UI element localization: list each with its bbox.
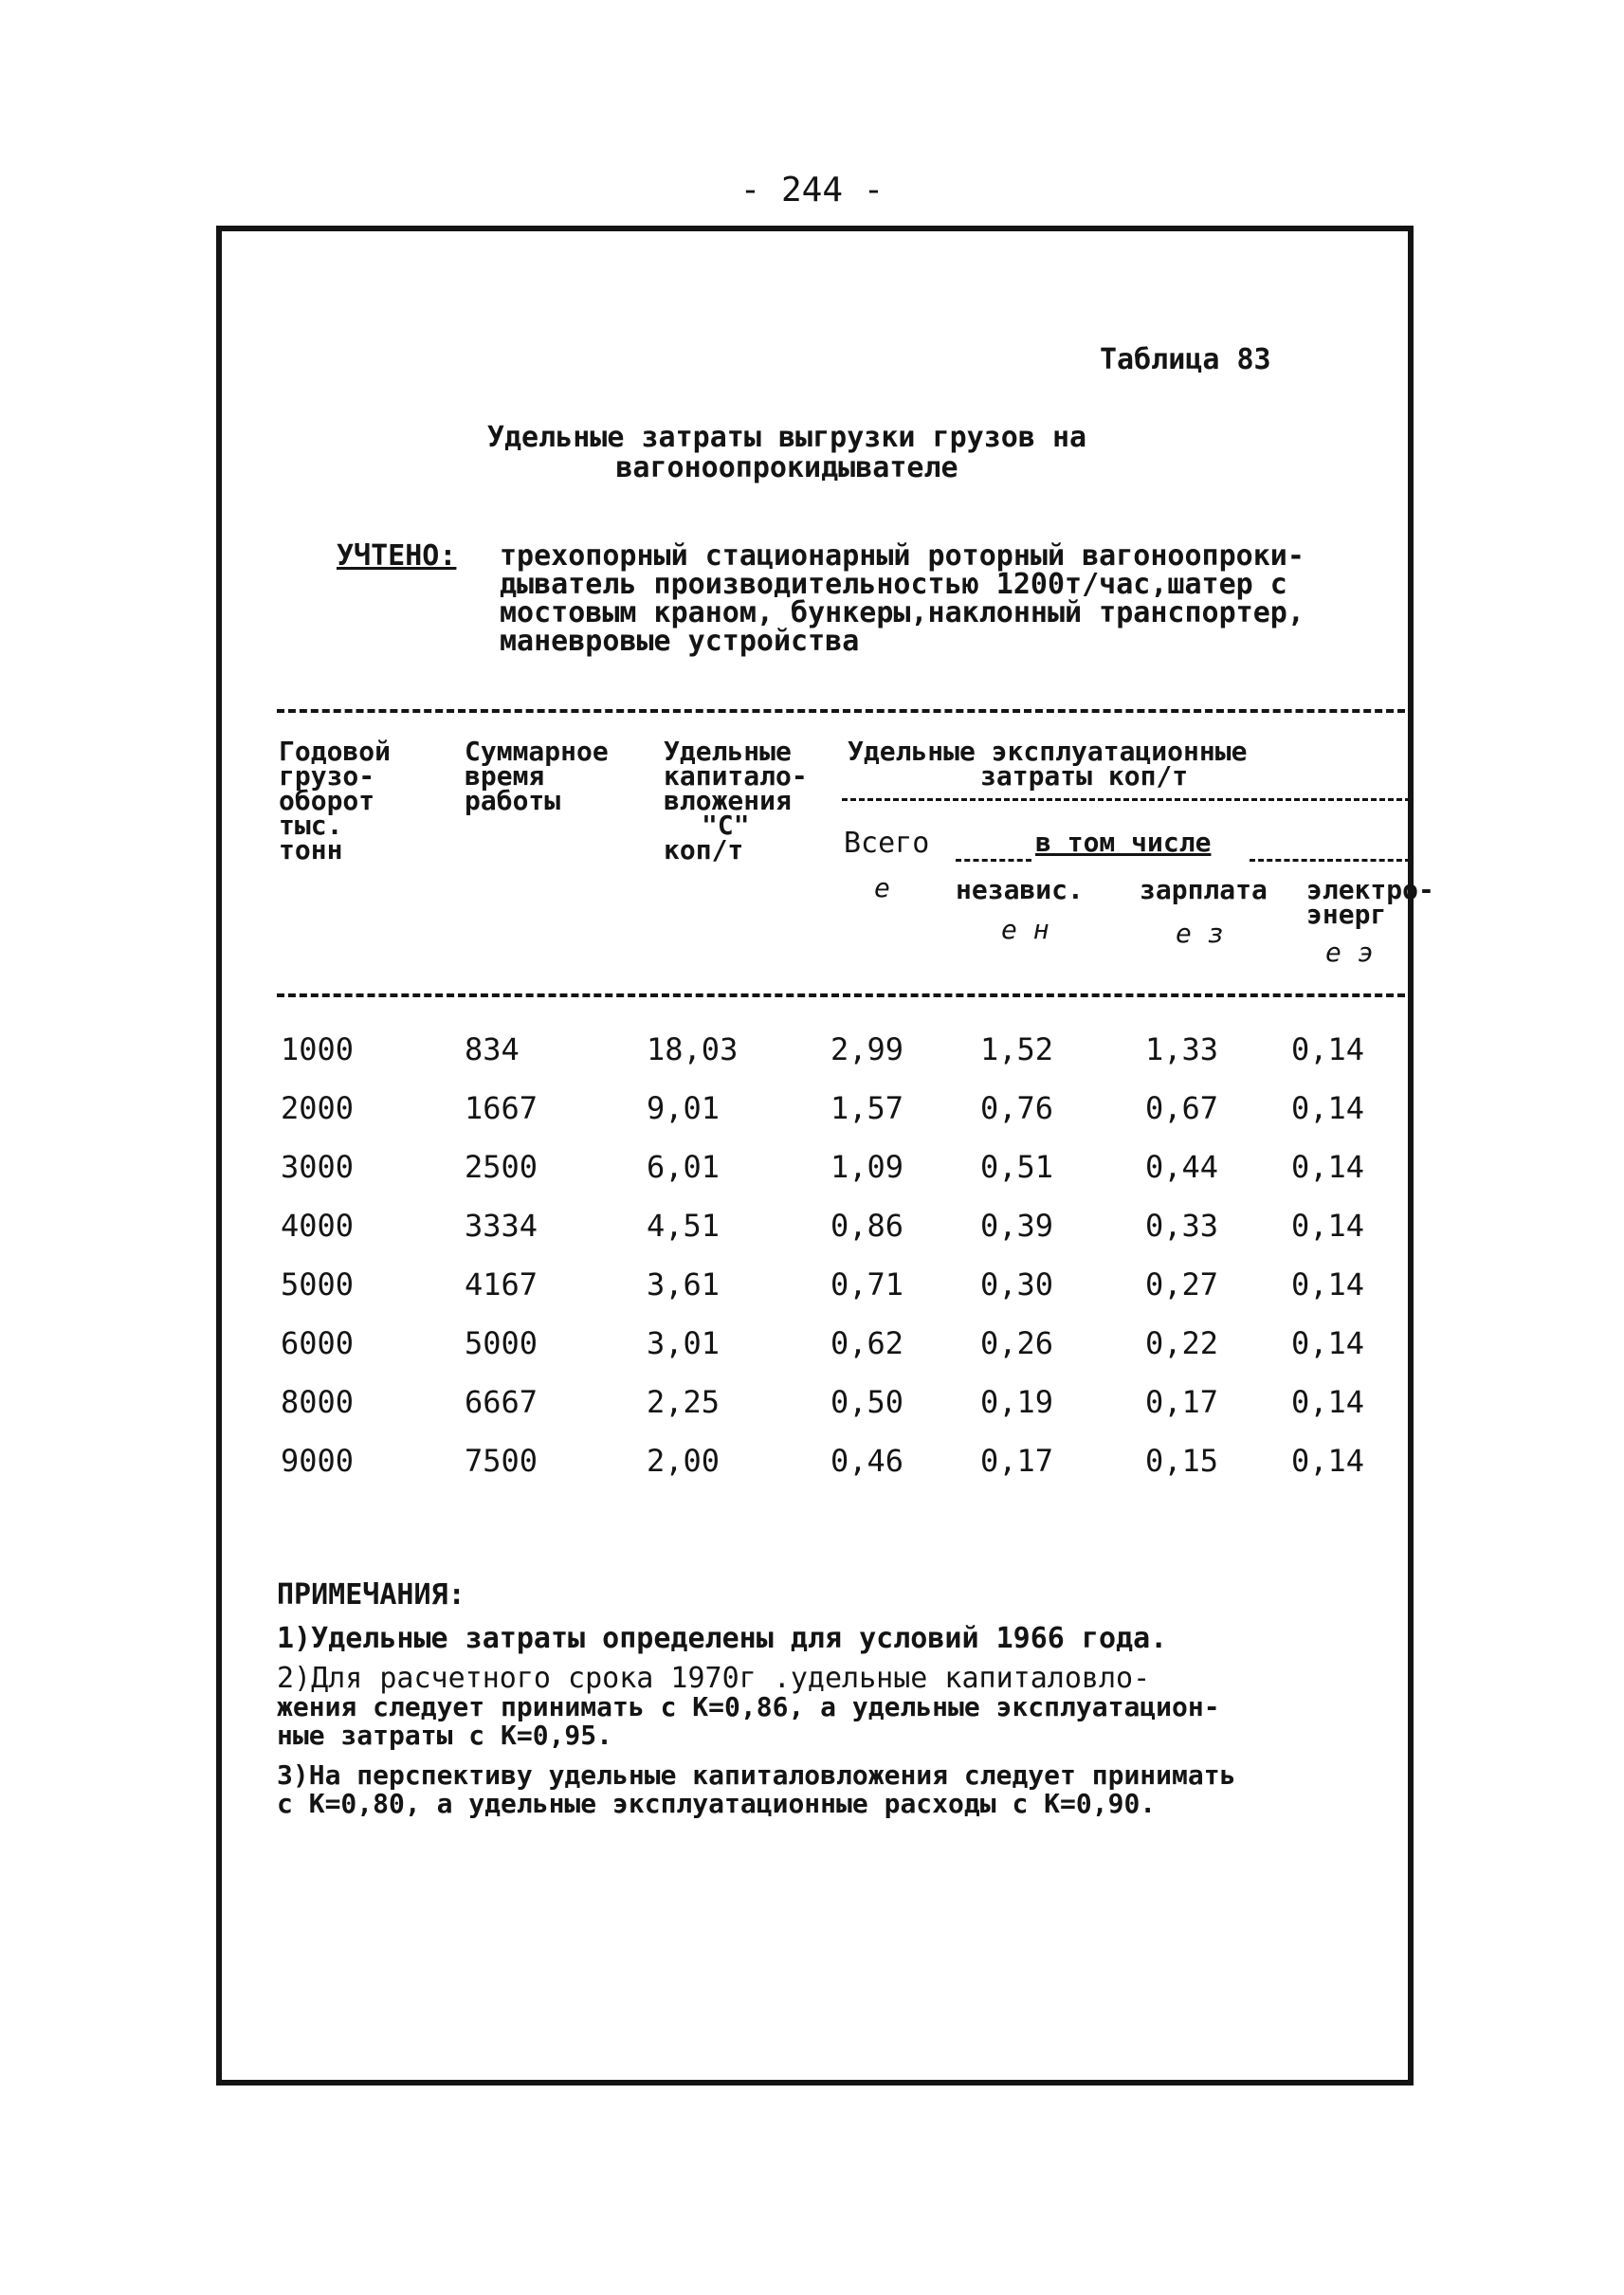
header-capital-investment: Удельные капитало- вложения "C" коп/т — [664, 736, 808, 865]
cell-turnover: 6000 — [281, 1325, 355, 1361]
cell-turnover: 2000 — [281, 1090, 355, 1126]
including-right-rule — [1250, 859, 1411, 862]
included-line: трехопорный стационарный роторный вагоноопроки- — [500, 539, 1305, 573]
cell-independent: 0,76 — [980, 1090, 1054, 1126]
cell-turnover: 8000 — [281, 1384, 355, 1420]
cell-turnover: 9000 — [281, 1443, 355, 1479]
cell-time: 834 — [465, 1031, 520, 1067]
cell-independent: 0,39 — [980, 1208, 1054, 1244]
note-line: 3)На перспективу удельные капиталовложения следует принимать — [277, 1759, 1236, 1791]
cell-capital: 2,00 — [647, 1443, 721, 1479]
cell-time: 3334 — [465, 1208, 538, 1244]
title-line: вагоноопрокидывателе — [615, 451, 958, 484]
note-item — [277, 1622, 1414, 1655]
cell-energy: 0,14 — [1291, 1208, 1365, 1244]
header-annual-turnover: Годовой грузо- оборот тыс. тонн — [279, 736, 392, 865]
including-left-rule — [956, 859, 1031, 862]
cell-wage: 0,44 — [1145, 1149, 1219, 1185]
cell-energy: 0,14 — [1291, 1149, 1365, 1185]
cell-wage: 0,67 — [1145, 1090, 1219, 1126]
cell-energy: 0,14 — [1291, 1443, 1365, 1479]
included-label: УЧТЕНО: — [337, 539, 457, 573]
header-total-symbol: е — [874, 872, 890, 903]
cell-capital: 3,61 — [647, 1266, 721, 1302]
cell-turnover: 3000 — [281, 1149, 355, 1185]
cell-turnover: 5000 — [281, 1266, 355, 1302]
header-independent: независ. — [956, 874, 1084, 905]
note-line: жения следует принимать с К=0,86, а удельные эксплуатацион- — [277, 1691, 1220, 1722]
table-title — [398, 423, 1176, 483]
cell-wage: 0,33 — [1145, 1208, 1219, 1244]
group-under-rule — [842, 798, 1411, 801]
cell-total: 0,62 — [830, 1325, 904, 1361]
cell-total: 1,57 — [830, 1090, 904, 1126]
cell-capital: 4,51 — [647, 1208, 721, 1244]
note-item — [277, 1761, 1414, 1818]
cell-independent: 0,17 — [980, 1443, 1054, 1479]
cell-energy: 0,14 — [1291, 1384, 1365, 1420]
cell-capital: 18,03 — [647, 1031, 739, 1067]
cell-wage: 0,17 — [1145, 1384, 1219, 1420]
cell-wage: 0,27 — [1145, 1266, 1219, 1302]
cell-wage: 0,15 — [1145, 1443, 1219, 1479]
page-number: - 244 - — [739, 171, 885, 209]
included-line: мостовым краном, бункеры,наклонный транспортер, — [500, 596, 1305, 629]
notes-section — [277, 1578, 1414, 1830]
cell-time: 2500 — [465, 1149, 538, 1185]
notes-title: ПРИМЕЧАНИЯ: — [277, 1578, 465, 1612]
header-operating-costs: Удельные эксплуатационные затраты коп/т — [848, 736, 1248, 792]
cell-turnover: 1000 — [281, 1031, 355, 1067]
cell-total: 1,09 — [830, 1149, 904, 1185]
table-label: Таблица 83 — [1100, 343, 1271, 376]
cell-independent: 0,19 — [980, 1384, 1054, 1420]
cell-independent: 0,26 — [980, 1325, 1054, 1361]
note-item — [277, 1662, 1414, 1751]
cell-energy: 0,14 — [1291, 1031, 1365, 1067]
cell-wage: 0,22 — [1145, 1325, 1219, 1361]
header-total-time: Суммарное время работы — [465, 736, 609, 816]
cell-energy: 0,14 — [1291, 1090, 1365, 1126]
cell-total: 0,71 — [830, 1266, 904, 1302]
note-line: 2)Для расчетного срока 1970г .удельные капиталовло- — [277, 1662, 1151, 1695]
header-total: Всего — [844, 827, 930, 860]
cell-time: 1667 — [465, 1090, 538, 1126]
header-wage: зарплата — [1140, 874, 1268, 905]
cell-total: 0,86 — [830, 1208, 904, 1244]
note-line: ные затраты с К=0,95. — [277, 1720, 613, 1751]
header-energy: электро- энерг — [1306, 874, 1434, 930]
cell-capital: 6,01 — [647, 1149, 721, 1185]
cell-time: 6667 — [465, 1384, 538, 1420]
cell-total: 2,99 — [830, 1031, 904, 1067]
cell-time: 7500 — [465, 1443, 538, 1479]
cell-total: 0,50 — [830, 1384, 904, 1420]
cell-capital: 2,25 — [647, 1384, 721, 1420]
cell-independent: 1,52 — [980, 1031, 1054, 1067]
cell-turnover: 4000 — [281, 1208, 355, 1244]
header-including: в том числе — [1035, 827, 1212, 858]
cell-wage: 1,33 — [1145, 1031, 1219, 1067]
cell-capital: 9,01 — [647, 1090, 721, 1126]
cell-energy: 0,14 — [1291, 1325, 1365, 1361]
included-line: маневровые устройства — [500, 625, 860, 658]
cell-total: 0,46 — [830, 1443, 904, 1479]
cell-independent: 0,51 — [980, 1149, 1054, 1185]
note-line: 1)Удельные затраты определены для условий 1966 года. — [277, 1622, 1168, 1655]
cell-energy: 0,14 — [1291, 1266, 1365, 1302]
included-text — [500, 539, 1362, 658]
header-wage-symbol: е з — [1176, 918, 1224, 949]
title-line: Удельные затраты выгрузки грузов на — [486, 421, 1087, 454]
header-bottom-rule — [277, 993, 1405, 997]
header-energy-symbol: е э — [1325, 937, 1374, 968]
cell-time: 4167 — [465, 1266, 538, 1302]
cell-capital: 3,01 — [647, 1325, 721, 1361]
cell-time: 5000 — [465, 1325, 538, 1361]
header-independent-symbol: е н — [1001, 914, 1049, 945]
included-line: дыватель производительностью 1200т/час,шатер с — [500, 568, 1287, 601]
cell-independent: 0,30 — [980, 1266, 1054, 1302]
table-top-rule — [277, 709, 1405, 713]
note-line: с К=0,80, а удельные эксплуатационные расходы с К=0,90. — [277, 1788, 1157, 1819]
